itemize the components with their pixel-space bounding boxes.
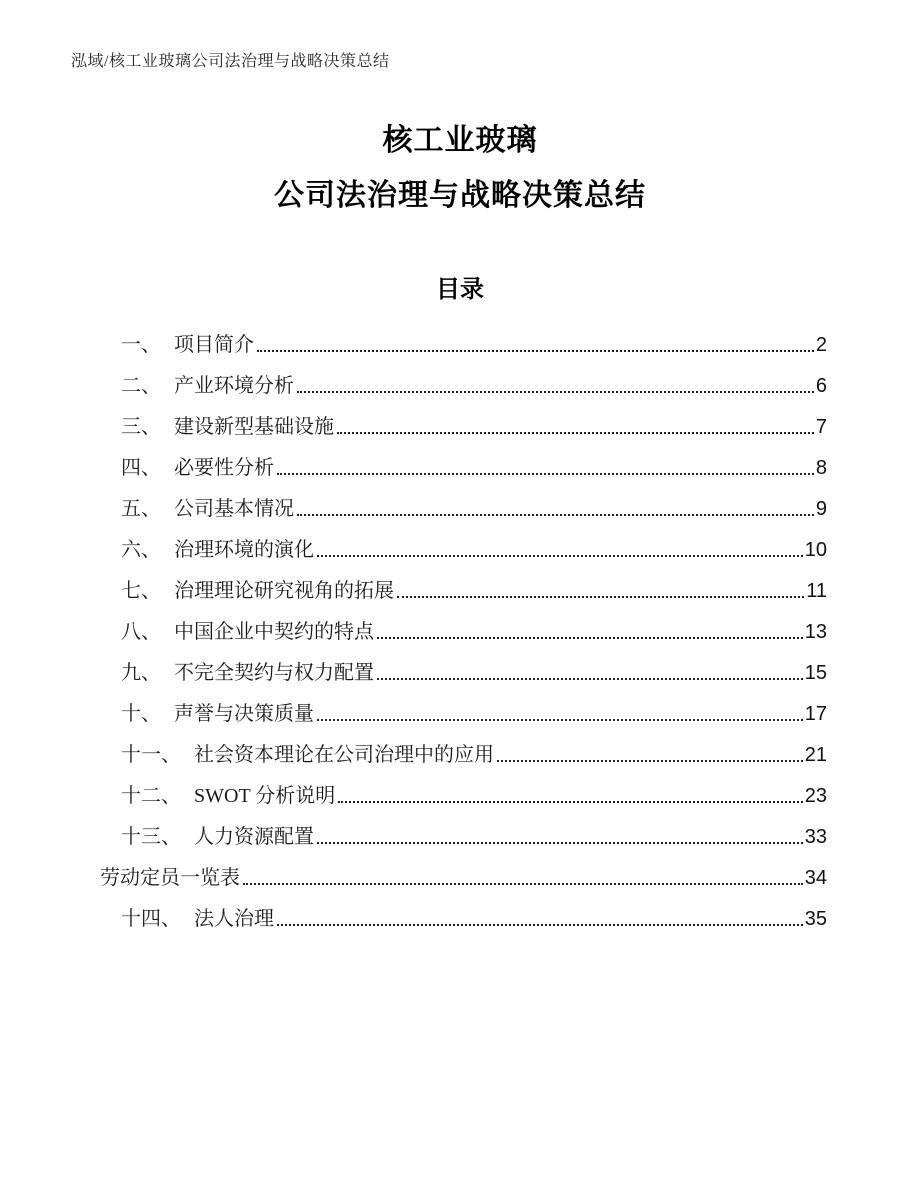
toc-page-number: 17 bbox=[804, 703, 827, 725]
toc-page-number: 23 bbox=[804, 785, 827, 807]
toc-entry-title: 必要性分析 bbox=[174, 457, 274, 479]
toc-entry-title: 公司基本情况 bbox=[174, 498, 294, 520]
toc-entry-number: 五、 bbox=[121, 498, 161, 520]
toc-entry-number: 九、 bbox=[121, 662, 161, 684]
toc-entry-number: 十三、 bbox=[121, 826, 181, 848]
toc-entry-title: 声誉与决策质量 bbox=[174, 703, 314, 725]
toc-dot-leader bbox=[338, 801, 802, 803]
toc-dot-leader bbox=[277, 924, 803, 926]
toc-page-number: 7 bbox=[815, 416, 827, 438]
toc-entry[interactable] bbox=[100, 407, 827, 448]
toc-entry-title: 人力资源配置 bbox=[194, 826, 314, 848]
toc-list bbox=[100, 325, 827, 940]
toc-dot-leader bbox=[317, 555, 803, 557]
toc-page-number: 21 bbox=[804, 744, 827, 766]
toc-page-number: 33 bbox=[804, 826, 827, 848]
toc-dot-leader bbox=[397, 596, 804, 598]
toc-entry-number: 八、 bbox=[121, 621, 161, 643]
toc-entry-title: 建设新型基础设施 bbox=[174, 416, 334, 438]
toc-page-number: 8 bbox=[815, 457, 827, 479]
toc-entry-number: 二、 bbox=[121, 375, 161, 397]
toc-heading: 目录 bbox=[436, 276, 484, 303]
toc-page-number: 2 bbox=[815, 334, 827, 356]
toc-entry-title: 产业环境分析 bbox=[174, 375, 294, 397]
toc-entry[interactable] bbox=[100, 735, 827, 776]
toc-entry[interactable] bbox=[100, 817, 827, 858]
toc-entry[interactable] bbox=[100, 776, 827, 817]
toc-entry-title: 项目简介 bbox=[174, 334, 254, 356]
toc-entry[interactable] bbox=[100, 858, 827, 899]
toc-page-number: 10 bbox=[804, 539, 827, 561]
toc-page-number: 35 bbox=[804, 908, 827, 930]
toc-page-number: 11 bbox=[806, 580, 827, 602]
toc-page-number: 15 bbox=[804, 662, 827, 684]
toc-entry[interactable] bbox=[100, 366, 827, 407]
title-line-1: 核工业玻璃 bbox=[382, 124, 538, 157]
toc-entry-number: 六、 bbox=[121, 539, 161, 561]
toc-entry-number: 十二、 bbox=[121, 785, 181, 807]
toc-entry[interactable] bbox=[100, 571, 827, 612]
toc-entry-title: 治理环境的演化 bbox=[174, 539, 314, 561]
toc-entry-number: 十一、 bbox=[121, 744, 181, 766]
document-title bbox=[0, 124, 920, 213]
toc-dot-leader bbox=[497, 760, 803, 762]
title-line-2: 公司法治理与战略决策总结 bbox=[274, 179, 646, 212]
toc-entry-title: 中国企业中契约的特点 bbox=[174, 621, 374, 643]
toc-entry[interactable] bbox=[100, 653, 827, 694]
toc-entry-number: 七、 bbox=[121, 580, 161, 602]
toc-entry-title: 法人治理 bbox=[194, 908, 274, 930]
toc-dot-leader bbox=[277, 473, 814, 475]
toc-entry-title: 社会资本理论在公司治理中的应用 bbox=[194, 744, 494, 766]
toc-entry[interactable] bbox=[100, 489, 827, 530]
toc-dot-leader bbox=[257, 350, 814, 352]
toc-dot-leader bbox=[337, 432, 814, 434]
toc-entry-number: 四、 bbox=[121, 457, 161, 479]
toc-page-number: 9 bbox=[815, 498, 827, 520]
toc-entry[interactable] bbox=[100, 325, 827, 366]
toc-dot-leader bbox=[297, 514, 814, 516]
toc-entry-title: 不完全契约与权力配置 bbox=[174, 662, 374, 684]
toc-entry-title: SWOT 分析说明 bbox=[194, 785, 336, 807]
toc-entry-number: 十四、 bbox=[121, 908, 181, 930]
toc-dot-leader bbox=[243, 883, 803, 885]
toc-entry[interactable] bbox=[100, 694, 827, 735]
toc-entry[interactable] bbox=[100, 448, 827, 489]
toc-dot-leader bbox=[377, 678, 803, 680]
toc-entry-number: 十、 bbox=[121, 703, 161, 725]
toc-dot-leader bbox=[317, 842, 803, 844]
toc-dot-leader bbox=[317, 719, 803, 721]
toc-entry-number: 三、 bbox=[121, 416, 161, 438]
toc-entry[interactable] bbox=[100, 899, 827, 940]
toc-entry-title: 劳动定员一览表 bbox=[100, 867, 240, 889]
document-header-text: 泓域/核工业玻璃公司法治理与战略决策总结 bbox=[71, 53, 390, 70]
toc-page-number: 34 bbox=[804, 867, 827, 889]
toc-dot-leader bbox=[377, 637, 803, 639]
toc-entry[interactable] bbox=[100, 530, 827, 571]
toc-page-number: 6 bbox=[815, 375, 827, 397]
toc-dot-leader bbox=[297, 391, 814, 393]
toc-page-number: 13 bbox=[804, 621, 827, 643]
toc-entry[interactable] bbox=[100, 612, 827, 653]
toc-entry-number: 一、 bbox=[121, 334, 161, 356]
toc-entry-title: 治理理论研究视角的拓展 bbox=[174, 580, 394, 602]
